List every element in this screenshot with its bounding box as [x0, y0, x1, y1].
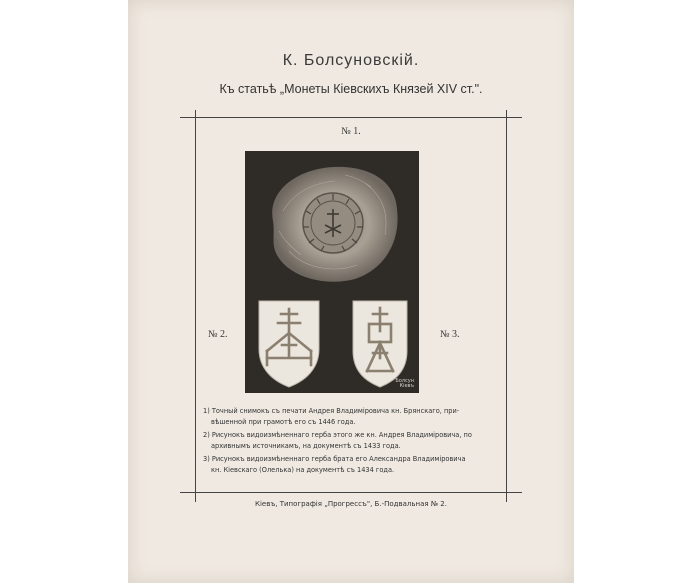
caption-1-line2: вѣшенной при грамотѣ его съ 1446 года.	[211, 418, 356, 426]
frame-right-line	[506, 110, 507, 502]
caption-1	[203, 406, 503, 428]
printed-page	[128, 0, 574, 583]
figure-captions	[203, 406, 503, 478]
figure-3-label: № 3.	[440, 329, 460, 340]
plate-illustration	[245, 151, 419, 393]
caption-2	[203, 430, 503, 452]
figure-2-label: № 2.	[208, 329, 228, 340]
caption-1-line1: 1) Точный снимокъ съ печати Андрея Владиміровича кн. Брянскаго, при-	[203, 407, 460, 415]
caption-3-line1: 3) Рисунокъ видоизмѣненнаго герба брата его Александра Владиміровича	[203, 455, 466, 463]
photo-credit	[395, 379, 414, 389]
photo-plate	[245, 151, 419, 393]
author-name: К. Болсуновскій.	[282, 52, 420, 69]
frame-top-line	[180, 117, 522, 118]
caption-2-line2: архивнымъ источникамъ, на документѣ съ 1433 года.	[211, 442, 401, 450]
photo-credit-line1: Болсун	[395, 378, 414, 384]
caption-3-line2: кн. Кіевскаго (Олелька) на документѣ съ 1434 года.	[211, 466, 395, 474]
caption-3	[203, 454, 503, 476]
figure-1-label: № 1.	[341, 126, 361, 137]
printer-imprint: Кіевъ, Типографія „Прогрессъ", Б.-Подвальная № 2.	[254, 500, 447, 508]
frame-left-line	[195, 110, 196, 502]
article-title: Къ статьѣ „Монеты Кіевскихъ Князей XIV ст.".	[219, 82, 483, 96]
frame-bottom-line	[180, 492, 522, 493]
photo-credit-line2: Кіевъ	[399, 383, 414, 389]
caption-2-line1: 2) Рисунокъ видоизмѣненнаго герба этого же кн. Андрея Владиміровича, по	[203, 431, 472, 439]
